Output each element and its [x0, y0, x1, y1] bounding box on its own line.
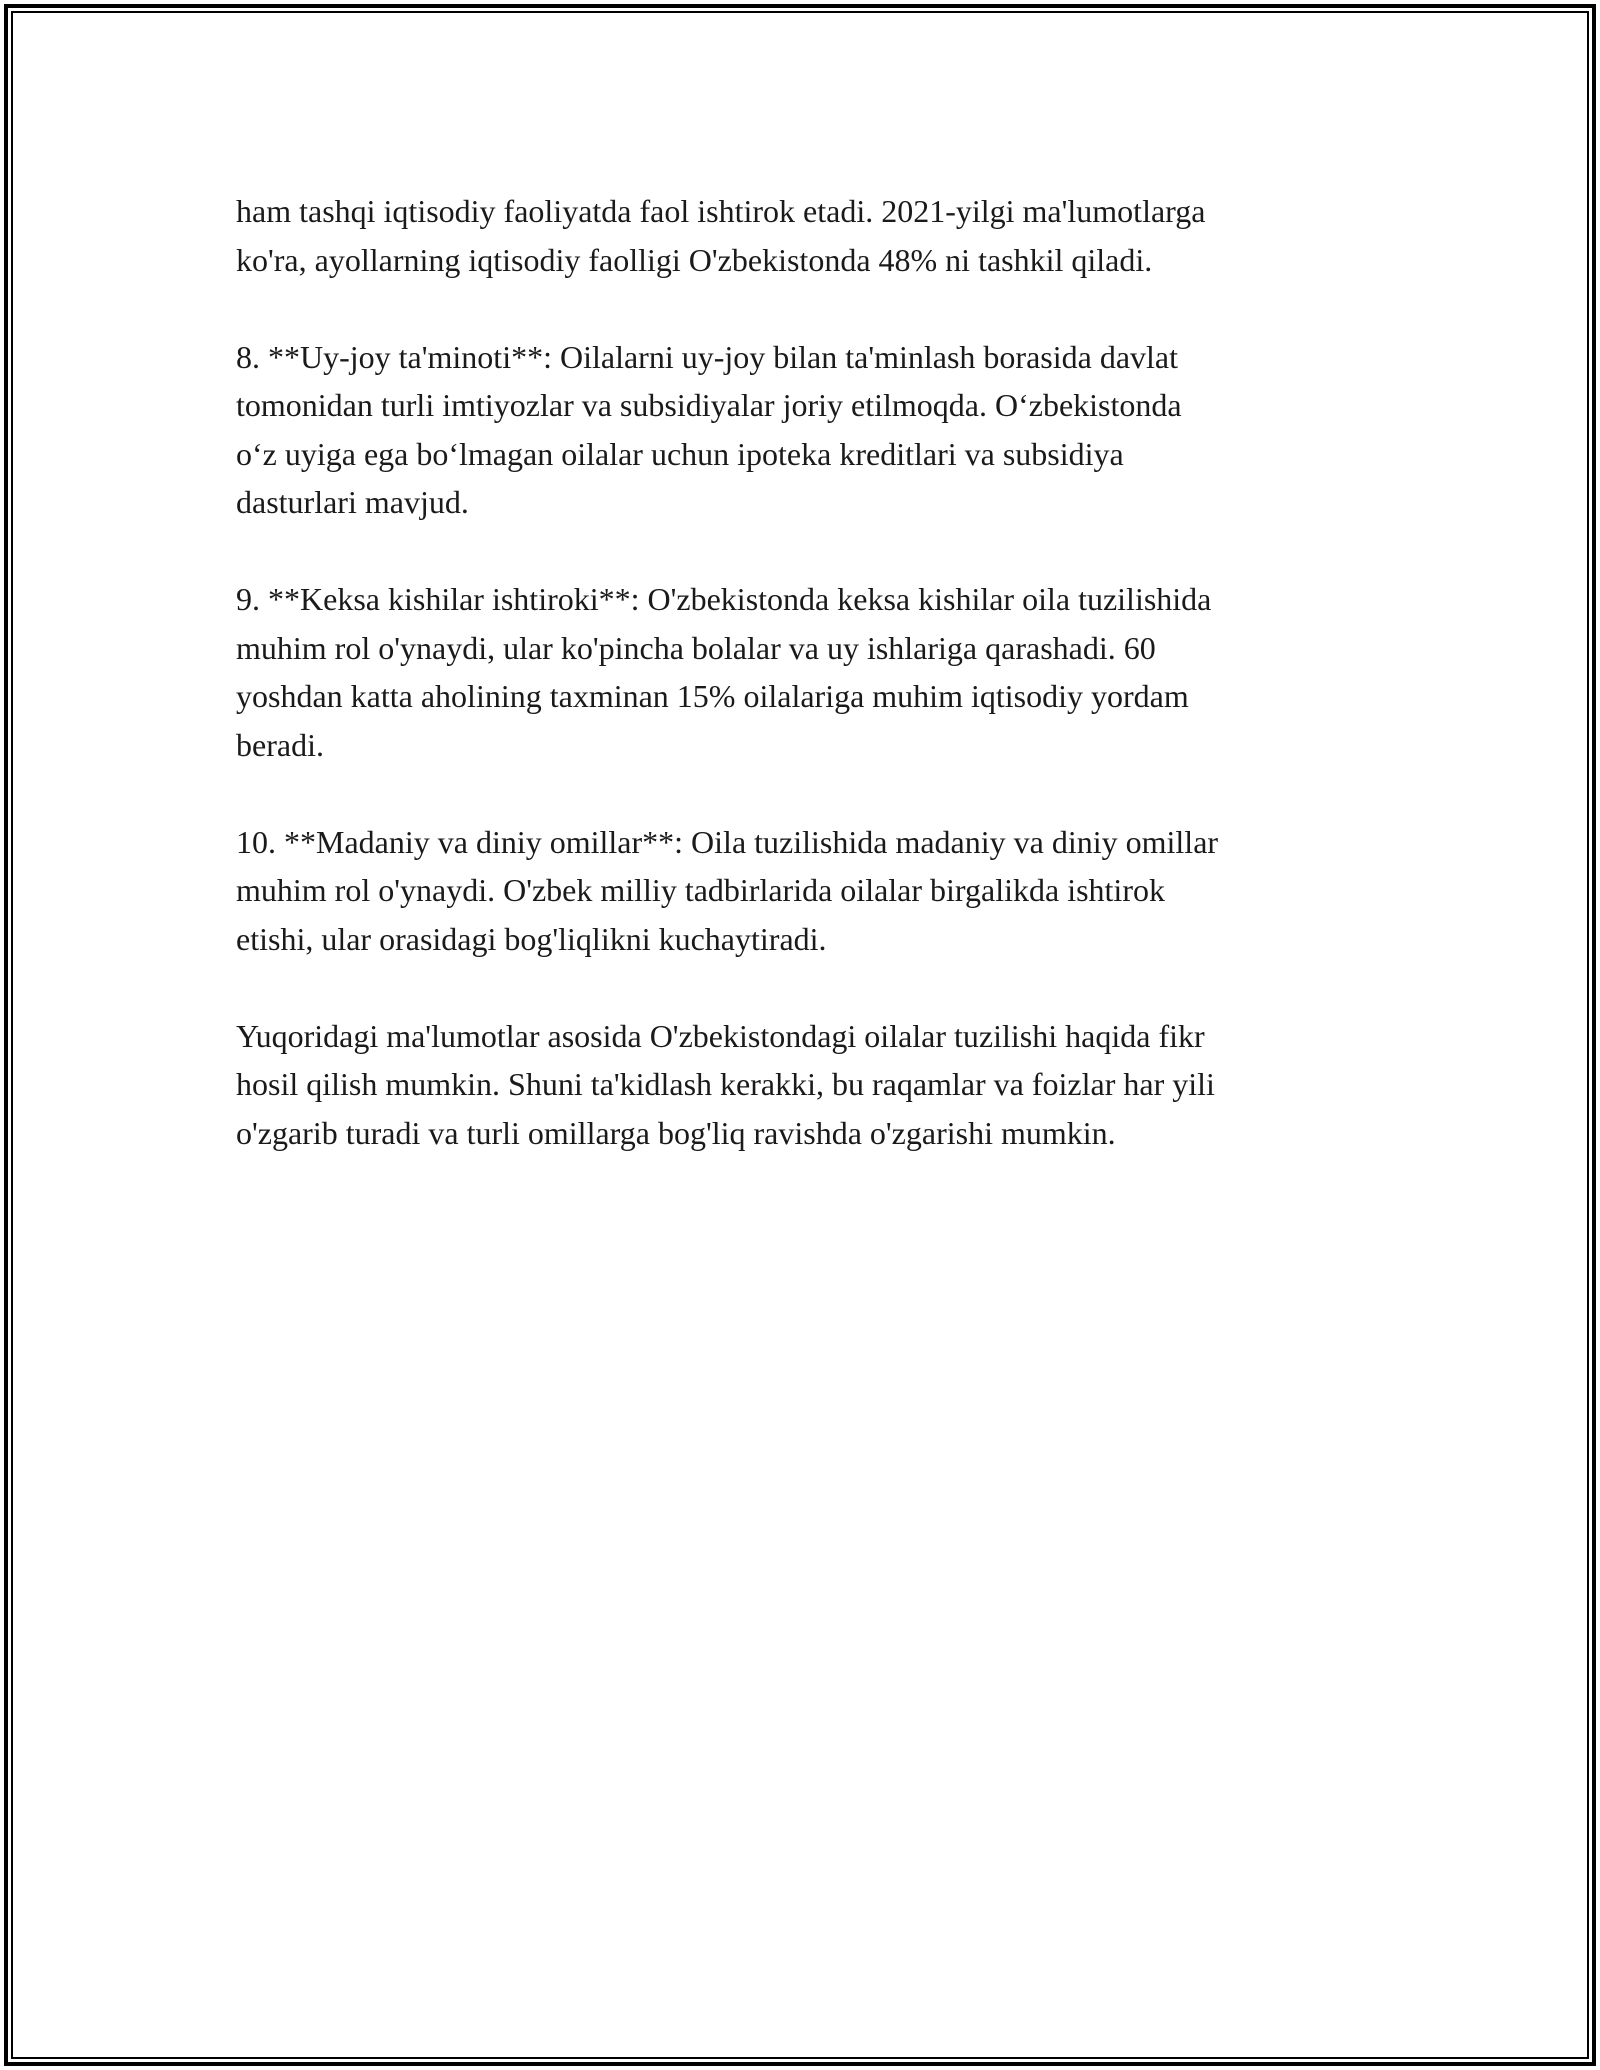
paragraph-conclusion: [236, 1012, 1376, 1158]
text-line: o‘z uyiga ega bo‘lmagan oilalar uchun ipoteka kreditlari va subsidiya: [236, 435, 1124, 472]
paragraph-housing: [236, 333, 1376, 527]
paragraph-women-economic-activity: [236, 187, 1376, 284]
document-body: [236, 187, 1376, 1206]
text-line: etishi, ular orasidagi bog'liqlikni kuchaytiradi.: [236, 920, 827, 957]
text-line: ham tashqi iqtisodiy faoliyatda faol ishtirok etadi. 2021-yilgi ma'lumotlarga: [236, 193, 1206, 229]
text-line: muhim rol o'ynaydi, ular ko'pincha bolalar va uy ishlariga qarashadi. 60: [236, 629, 1156, 666]
text-line: 8. **Uy-joy ta'minoti**: Oilalarni uy-joy bilan ta'minlash borasida davlat: [236, 338, 1179, 375]
text-line: dasturlari mavjud.: [236, 484, 469, 520]
text-line: tomonidan turli imtiyozlar va subsidiyalar joriy etilmoqda. O‘zbekistonda: [236, 387, 1182, 423]
paragraph-elderly: [236, 575, 1376, 769]
text-line: beradi.: [236, 726, 324, 763]
paragraph-cultural-religious: [236, 818, 1376, 964]
text-line: ko'ra, ayollarning iqtisodiy faolligi O'zbekistonda 48% ni tashkil qiladi.: [236, 241, 1153, 278]
text-line: o'zgarib turadi va turli omillarga bog'liq ravishda o'zgarishi mumkin.: [236, 1114, 1116, 1151]
text-line: muhim rol o'ynaydi. O'zbek milliy tadbirlarida oilalar birgalikda ishtirok: [236, 872, 1165, 908]
text-line: 9. **Keksa kishilar ishtiroki**: O'zbekistonda keksa kishilar oila tuzilishida: [236, 581, 1212, 617]
text-line: 10. **Madaniy va diniy omillar**: Oila tuzilishida madaniy va diniy omillar: [236, 823, 1219, 860]
text-line: hosil qilish mumkin. Shuni ta'kidlash kerakki, bu raqamlar va foizlar har yili: [236, 1066, 1215, 1102]
text-line: yoshdan katta aholining taxminan 15% oilalariga muhim iqtisodiy yordam: [236, 678, 1189, 714]
text-line: Yuqoridagi ma'lumotlar asosida O'zbekistondagi oilalar tuzilishi haqida fikr: [236, 1017, 1205, 1054]
